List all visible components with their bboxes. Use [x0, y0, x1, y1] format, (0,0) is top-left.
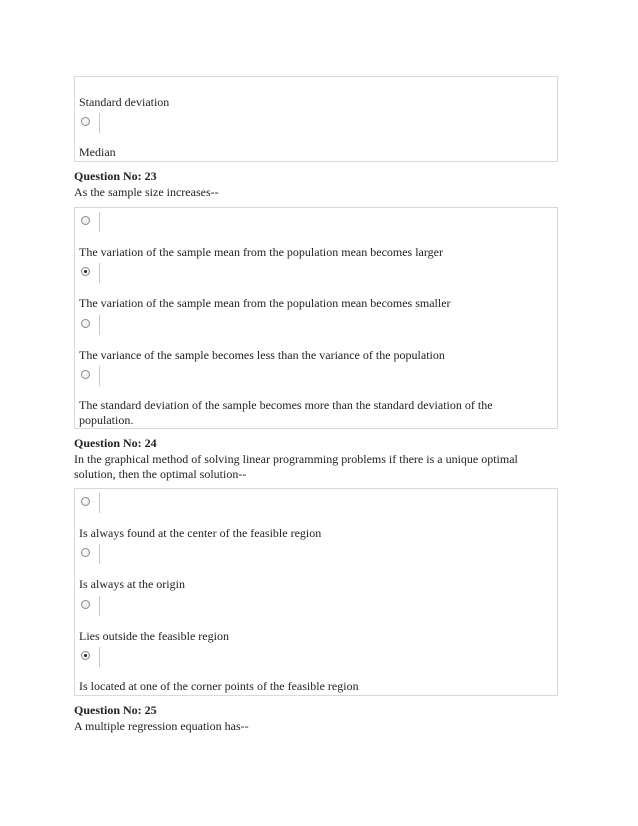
q22-options-box [74, 76, 558, 162]
separator [99, 263, 100, 283]
q24-options-box [74, 488, 558, 696]
q23-option-2-radio[interactable] [81, 267, 90, 276]
q23-option-4-label: The standard deviation of the sample becomes more than the standard deviation of the population. [79, 398, 493, 427]
q24-title: Question No: 24 [74, 436, 157, 450]
q24-option-4-label: Is located at one of the corner points of the feasible region [79, 679, 359, 693]
q23-options-box [74, 207, 558, 429]
q24-option-1-radio[interactable] [81, 497, 90, 506]
q23-option-1-label: The variation of the sample mean from the population mean becomes larger [79, 245, 443, 259]
q23-option-3-label: The variance of the sample becomes less than the variance of the population [79, 348, 445, 362]
q25-prompt: A multiple regression equation has-- [74, 719, 249, 733]
q24-prompt: In the graphical method of solving linear programming problems if there is a unique optimal solution, then the optimal solution-- [74, 452, 518, 481]
q24-option-4-radio[interactable] [81, 651, 90, 660]
separator [99, 596, 100, 616]
q23-title: Question No: 23 [74, 169, 157, 183]
separator [99, 366, 100, 386]
separator [99, 113, 100, 133]
q24-option-3-label: Lies outside the feasible region [79, 629, 229, 643]
separator [99, 493, 100, 513]
q24-option-1-label: Is always found at the center of the feasible region [79, 526, 322, 540]
q23-option-1-radio[interactable] [81, 216, 90, 225]
separator [99, 647, 100, 667]
separator [99, 544, 100, 564]
q24-option-2-label: Is always at the origin [79, 577, 185, 591]
q24-option-2-radio[interactable] [81, 548, 90, 557]
q24-option-3-radio[interactable] [81, 600, 90, 609]
separator [99, 212, 100, 232]
q25-title: Question No: 25 [74, 703, 157, 717]
q23-option-3-radio[interactable] [81, 319, 90, 328]
q22-option-2-radio[interactable] [81, 117, 90, 126]
q23-option-2-label: The variation of the sample mean from the population mean becomes smaller [79, 296, 451, 310]
q23-prompt: As the sample size increases-- [74, 185, 219, 199]
q23-option-4-radio[interactable] [81, 370, 90, 379]
q22-option-2-label: Median [79, 145, 116, 159]
q22-option-1-label: Standard deviation [79, 95, 170, 109]
separator [99, 315, 100, 335]
